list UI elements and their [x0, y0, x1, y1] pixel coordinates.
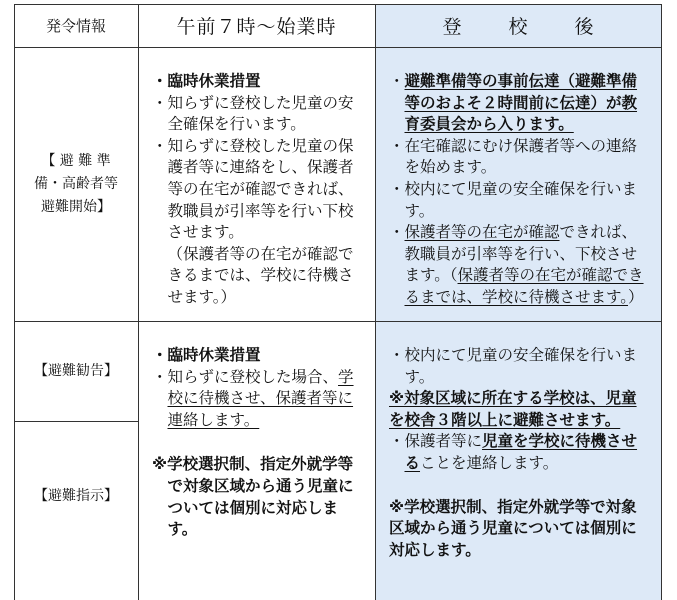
third-floor-note: ※対象区域に所在する学校は、児童を校舎３階以上に避難させます。 — [389, 389, 637, 429]
label-evacuation-order: 【避難指示】 — [34, 487, 118, 504]
waiting-note: （保護者等の在宅が確認できるまでは、学校に待機させます。） — [167, 244, 354, 306]
guardian-home-item: ・保護者等の在宅が確認できれば、教職員が引率等を行い、下校させます。（保護者等の在宅が確認できるまでは、学校に待機させます。） — [389, 223, 644, 306]
school-choice-note: ※学校選択制、指定外就学等で対象区域から通う児童については個別に対応します。 — [152, 455, 354, 539]
table-right-border — [661, 4, 662, 600]
school-safety-item: ・校内にて児童の安全確保を行います。 — [389, 179, 638, 220]
school-safety-item-2: ・校内にて児童の安全確保を行います。 — [389, 346, 638, 386]
label-evacuation-preparation — [14, 47, 138, 321]
label-evacuation-advisory: 【避難勧告】 — [34, 362, 118, 379]
label-line-1: 【 避 難 準 — [41, 152, 111, 169]
wait-contact-item: ・知らずに登校した場合、学校に待機させ、保護者等に連絡します。 — [152, 367, 354, 429]
safety-item: ・知らずに登校した児童の安全確保を行います。 — [152, 93, 354, 134]
home-check-item: ・在宅確認にむけ保護者等への連絡を始めます。 — [389, 136, 638, 177]
school-choice-note-2: ※学校選択制、指定外就学等で対象区域から通う児童については個別に対応します。 — [389, 497, 637, 559]
temporary-closure-item-2: ・臨時休業措置 — [152, 346, 261, 364]
row1-after-arrival-content — [375, 71, 661, 309]
wait-notice-item: ・保護者等に児童を学校に待機させることを連絡します。 — [389, 432, 638, 472]
header-after-arrival: 登 校 後 — [442, 16, 608, 38]
row1-morning-content — [138, 71, 375, 309]
advance-notice-item: ・避難準備等の事前伝達（避難準備等のおよそ２時間前に伝達）が教育委員会から入ります。 — [389, 72, 638, 134]
label-line-2: 備・高齢者等 — [34, 175, 118, 192]
advance-notice-text: 避難準備等の事前伝達（避難準備等のおよそ２時間前に伝達）が教育委員会から入ります。 — [404, 72, 638, 134]
header-announcement-info: 発令情報 — [45, 17, 106, 35]
row2-after-arrival-content — [375, 345, 661, 561]
row2-morning-content — [138, 345, 375, 541]
contact-guardian-item: ・知らずに登校した児童の保護者等に連絡をし、保護者等の在宅が確認できれば、教職員が引率等を行い下校させます。 — [152, 136, 354, 242]
temporary-closure-item: ・臨時休業措置 — [152, 72, 261, 90]
header-morning-to-start: 午前７時～始業時 — [176, 16, 337, 38]
label-line-3: 避難開始】 — [41, 198, 111, 215]
